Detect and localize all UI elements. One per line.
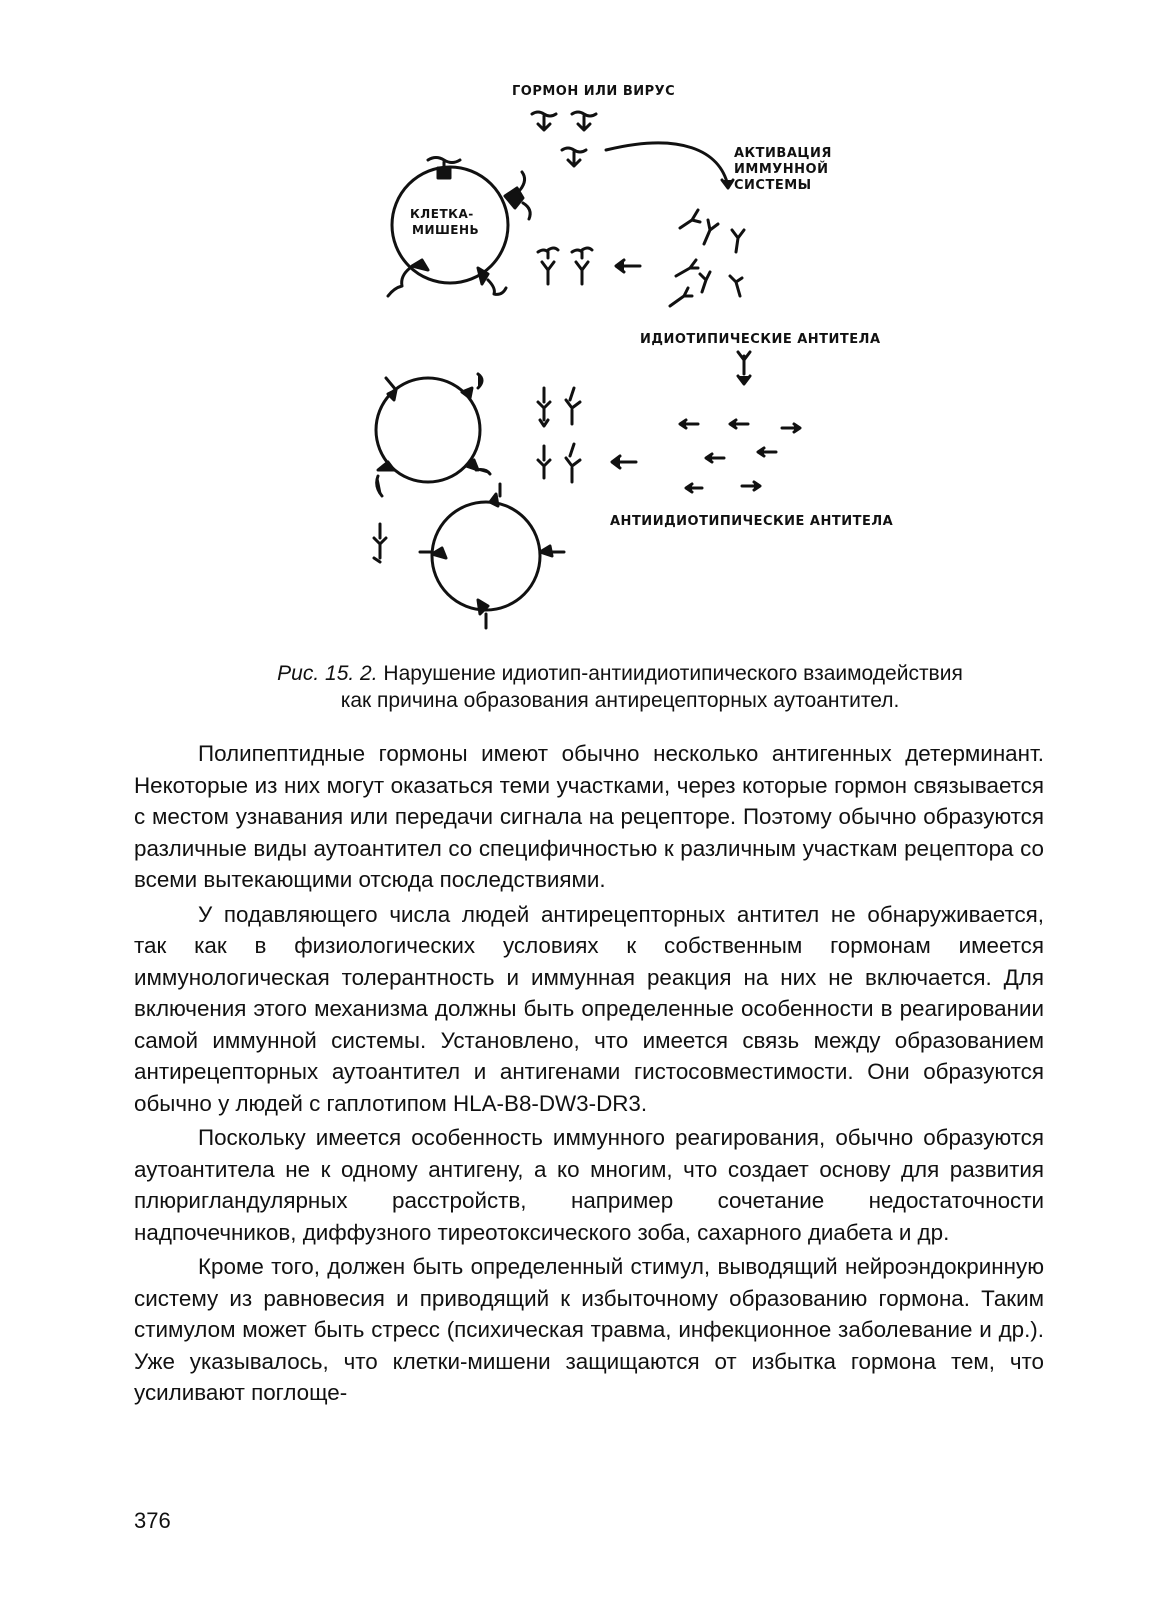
- label-anti-idiotypic-antibodies: АНТИИДИОТИПИЧЕСКИЕ АНТИТЕЛА: [610, 514, 894, 529]
- cell-circle-3: [432, 502, 540, 610]
- figure-caption: [200, 660, 1040, 714]
- anti-idiotypic-arrows: [680, 420, 800, 492]
- label-activation-line1: АКТИВАЦИЯ: [734, 146, 832, 161]
- paragraph: Поскольку имеется особенность иммунного реагирования, обычно образуются аутоантитела не к одному антигену, а ко многим, что создает основу для развития плюригландулярных расстройств, например сочетание недостаточности надпочечников, диффузного тиреотоксического зоба, сахарного диабета и др.: [134, 1125, 1044, 1245]
- label-target-cell-line2: МИШЕНЬ: [412, 223, 480, 237]
- paragraph: Полипептидные гормоны имеют обычно несколько антигенных детерминант. Некоторые из них могут оказаться теми участками, через которые гормон связывается с местом узнавания или передачи сигнала на рецепторе. Поэтому обычно образуются различные виды аутоантител со специфичностью к различным участкам рецептора со всеми вытекающими отсюда последствиями.: [134, 741, 1044, 892]
- caption-number: Рис. 15. 2.: [277, 662, 378, 685]
- caption-line-2: как причина образования антирецепторных аутоантител.: [340, 689, 900, 712]
- idiotypic-antibody-group: [670, 210, 744, 306]
- bound-antibodies: [538, 248, 592, 284]
- page-number: 376: [134, 1508, 171, 1533]
- label-target-cell-line1: КЛЕТКА-: [410, 207, 474, 221]
- caption-line-1: [200, 660, 1040, 687]
- hormone-glyph: [532, 112, 596, 166]
- caption-text-1: Нарушение идиотип-антиидиотипического взаимодействия: [383, 662, 963, 685]
- label-hormone-or-virus: ГОРМОН ИЛИ ВИРУС: [512, 84, 676, 99]
- body-text: [134, 738, 1044, 1412]
- label-activation-line3: СИСТЕМЫ: [734, 178, 812, 193]
- paragraph: У подавляющего числа людей антирецепторных антител не обнаруживается, так как в физиологических условиях к собственным гормонам имеется иммунологическая толерантность и иммунная реакция на них не включается. Для включения этого механизма должны быть определенные особенности в реагировании самой иммунной системы. Установлено, что имеется связь между образованием антирецепторных аутоантител и антигенами гистосовместимости. Они образуются обычно у людей с гаплотипом HLA-B8-DW3-DR3.: [134, 901, 1044, 1116]
- figure-diagram: [0, 0, 1171, 650]
- anti-idiotypic-cluster: [538, 388, 580, 482]
- paragraph: Кроме того, должен быть определенный стимул, выводящий нейроэндокринную систему из равновесия и приводящий к избыточному образованию гормона. Таким стимулом может быть стресс (психическая травма, инфекционное заболевание и др.). Уже указывалось, что клетки-мишени защищаются от избытка гормона тем, что усиливают поглоще-: [134, 1254, 1044, 1405]
- label-activation-line2: ИММУННОЙ: [734, 162, 829, 177]
- label-idiotypic-antibodies: ИДИОТИПИЧЕСКИЕ АНТИТЕЛА: [640, 332, 881, 347]
- activation-arrow: [606, 143, 728, 186]
